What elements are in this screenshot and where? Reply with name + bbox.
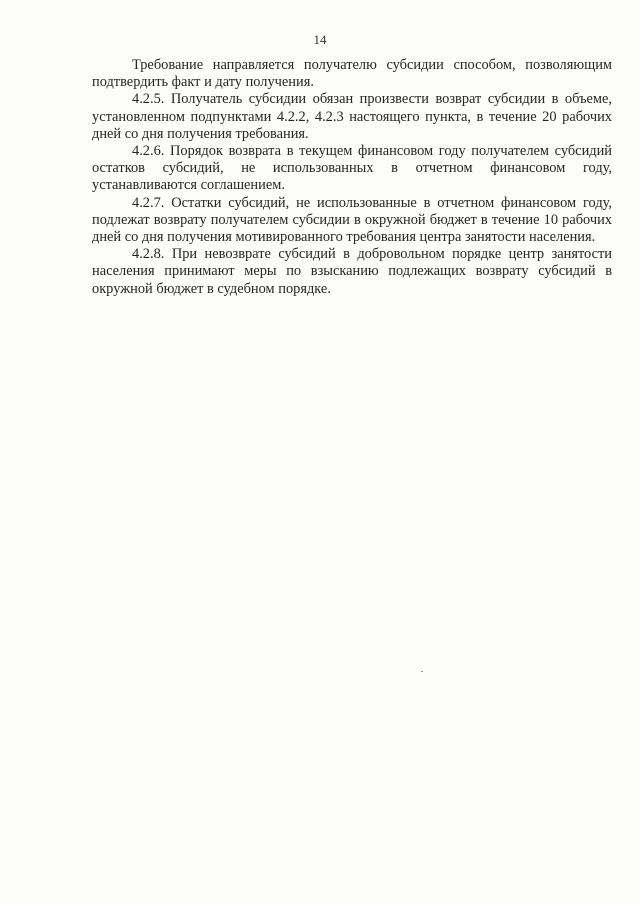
paragraph-4-2-8: 4.2.8. При невозврате субсидий в добровольном порядке центр занятости населения принимают меры по взысканию подлежащих возврату субсидий в окружной бюджет в судебном порядке. <box>92 246 612 297</box>
scan-speck <box>421 671 423 672</box>
paragraph-4-2-5: 4.2.5. Получатель субсидии обязан произвести возврат субсидии в объеме, установленном подпунктами 4.2.2, 4.2.3 настоящего пункта, в течение 20 рабочих дней со дня получения требования. <box>92 91 612 142</box>
paragraph-4-2-6: 4.2.6. Порядок возврата в текущем финансовом году получателем субсидий остатков субсидий, не использованных в отчетном финансовом году, устанавливаются соглашением. <box>92 143 612 194</box>
document-body <box>92 57 612 298</box>
page-number: 14 <box>313 32 327 47</box>
paragraph-requirement-delivery: Требование направляется получателю субсидии способом, позволяющим подтвердить факт и дату получения. <box>92 57 612 91</box>
paragraph-4-2-7: 4.2.7. Остатки субсидий, не использованные в отчетном финансовом году, подлежат возврату получателем субсидии в окружной бюджет в течение 10 рабочих дней со дня получения мотивированного требования центра занятости населения. <box>92 194 612 246</box>
